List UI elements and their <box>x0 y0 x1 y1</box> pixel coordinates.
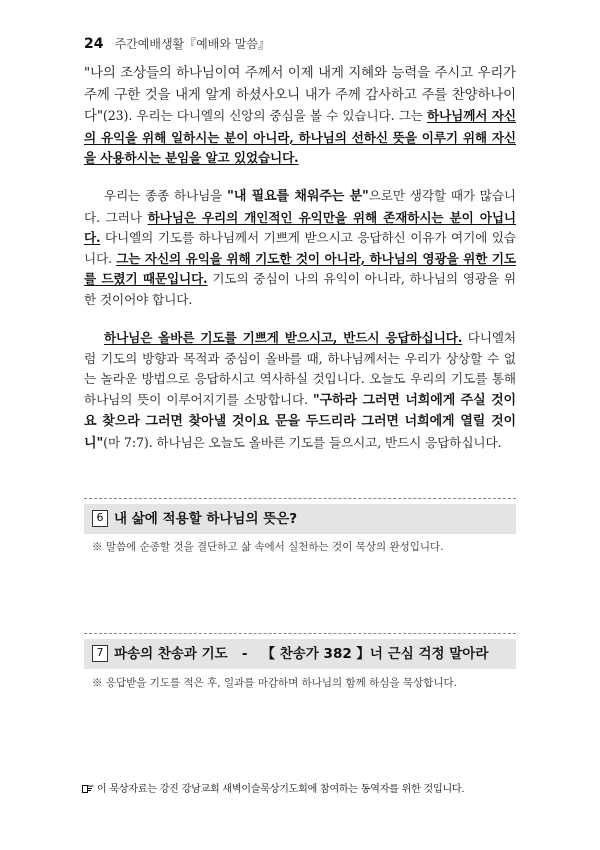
emphasis-text: 하나님은 올바른 기도를 기쁘게 받으시고, 반드시 응답하십니다. <box>104 330 463 345</box>
section-6-header <box>84 504 516 534</box>
section-7-note: ※ 응답받을 기도를 적은 후, 일과를 마감하며 하나님의 함께 하심을 묵상합니다. <box>92 677 457 689</box>
running-title: 주간예배생활『예배와 말씀』 <box>114 37 270 51</box>
section-number-box: 6 <box>92 510 108 527</box>
section-title: 내 삶에 적용할 하나님의 뜻은? <box>114 511 298 527</box>
paragraph-text: 우리는 종종 하나님을 <box>104 188 228 203</box>
paragraph-1 <box>84 63 516 169</box>
page-number: 24 <box>84 36 104 52</box>
emphasis-text: 하나님은 우리의 개인적인 유익만을 위해 존재하시는 분이 아닙니다. <box>84 209 516 245</box>
page-header <box>84 33 270 52</box>
footer-text: 이 묵상자료는 강진 강남교회 새벽이슬묵상기도회에 참여하는 동역자를 위한 것입니다. <box>97 784 465 795</box>
paragraph-text: 다니엘처럼 기도의 방향과 목적과 중심이 올바를 때, 하나님께서는 우리가 상상할 수 없는 놀라운 방법으로 응답하시고 역사하실 것입니다. 오늘도 우리의 기도를 통해 하나님의 뜻이 이루어지기를 소망합니다. <box>84 330 516 407</box>
section-number-box: 7 <box>92 645 108 662</box>
pointing-hand-icon <box>82 783 94 793</box>
paragraph-text: 다니엘의 기도를 하나님께서 기쁘게 받으시고 응답하신 이유가 여기에 있습니다. <box>84 230 516 266</box>
section-7-header <box>84 639 516 669</box>
footer-note <box>82 780 464 795</box>
emphasis-text: 하나님께서 자신의 유익을 위해 일하시는 분이 아니라, 하나님의 선하신 뜻을 이루기 위해 자신을 사용하시는 분임을 알고 있었습니다. <box>84 108 517 165</box>
section-6-note: ※ 말씀에 순종할 것을 결단하고 삶 속에서 실천하는 것이 묵상의 완성입니다. <box>92 541 444 553</box>
emphasis-text: 그는 자신의 유익을 위해 기도한 것이 아니라, 하나님의 영광을 위한 기도를 드렸기 때문입니다. <box>84 250 516 286</box>
section-divider <box>84 498 516 499</box>
scripture-quote: "구하라 그러면 너희에게 주실 것이요 찾으라 그러면 찾아낼 것이요 문을 두드리라 그러면 너희에게 열릴 것이니" <box>84 392 516 451</box>
paragraph-text: 기도의 중심이 나의 유익이 아니라, 하나님의 영광을 위한 것이어야 합니다. <box>84 271 516 307</box>
emphasis-quote: "내 필요를 채워주는 분" <box>227 189 369 204</box>
paragraph-text: (마 7:7). 하나님은 오늘도 올바른 기도를 들으시고, 반드시 응답하십니다. <box>103 434 502 450</box>
paragraph-3 <box>84 328 516 454</box>
section-divider <box>84 633 516 634</box>
section-title: 파송의 찬송과 기도 - 【 찬송가 382 】너 근심 걱정 말아라 <box>114 646 489 662</box>
paragraph-text: 으로만 생각할 때가 많습니다. 그러나 <box>84 188 516 225</box>
scripture-quote: "나의 조상들의 하나님이여 주께서 이제 내게 지혜와 능력을 주시고 우리가 주께 구한 것을 내게 알게 하셨사오니 내가 주께 감사하고 주를 찬양하나이다" <box>84 66 516 124</box>
paragraph-text: (23). 우리는 다니엘의 신앙의 중심을 볼 수 있습니다. 그는 <box>102 108 427 123</box>
paragraph-2 <box>84 186 516 310</box>
